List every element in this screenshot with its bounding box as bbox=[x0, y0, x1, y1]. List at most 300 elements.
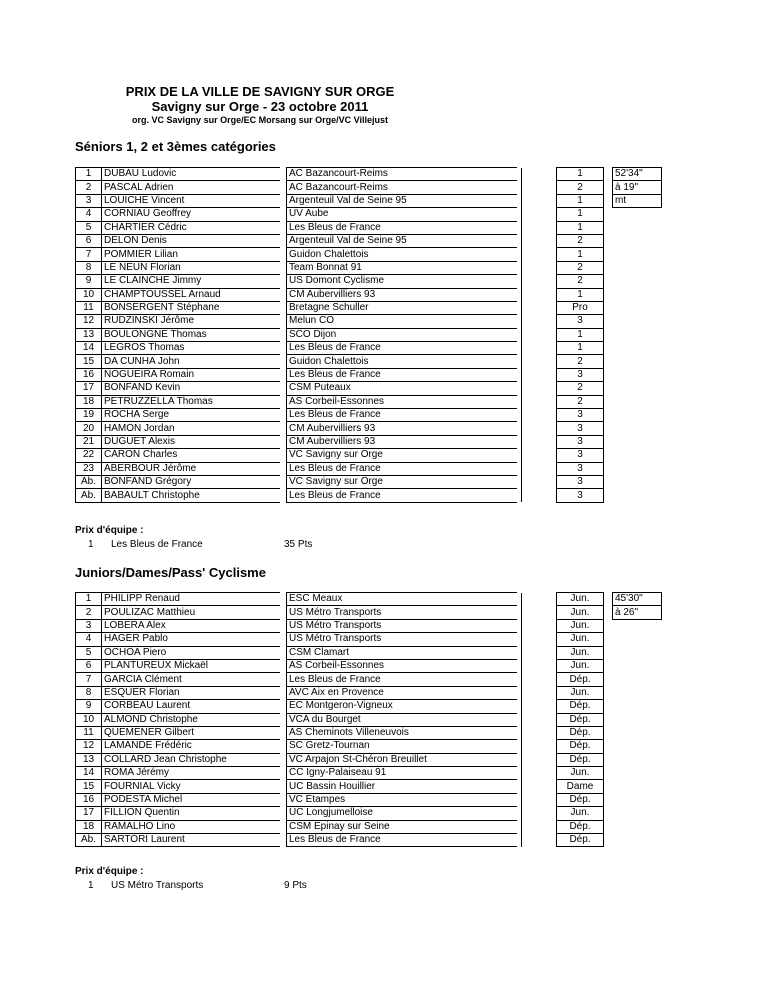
time-cell bbox=[613, 726, 662, 739]
results-table-seniors bbox=[75, 167, 662, 503]
rank-cell: 1 bbox=[76, 168, 102, 181]
category-cell: Jun. bbox=[557, 619, 604, 632]
table-row bbox=[76, 633, 662, 646]
time-cell: 45'30" bbox=[613, 593, 662, 606]
club-cell: US Métro Transports bbox=[287, 606, 518, 619]
category-cell: 1 bbox=[557, 208, 604, 221]
time-cell bbox=[613, 686, 662, 699]
table-row bbox=[76, 288, 662, 301]
spacer-cell bbox=[522, 619, 557, 632]
table-row bbox=[76, 462, 662, 475]
spacer-cell bbox=[604, 194, 613, 207]
table-row bbox=[76, 489, 662, 502]
rider-name-cell: POMMIER Lilian bbox=[102, 248, 281, 261]
rank-cell: 9 bbox=[76, 700, 102, 713]
table-row bbox=[76, 659, 662, 672]
time-cell bbox=[613, 740, 662, 753]
rank-cell: 18 bbox=[76, 820, 102, 833]
spacer-cell bbox=[522, 342, 557, 355]
rider-name-cell: PODESTA Michel bbox=[102, 793, 281, 806]
table-row bbox=[76, 181, 662, 194]
table-row bbox=[76, 435, 662, 448]
category-cell: 1 bbox=[557, 221, 604, 234]
category-cell: 3 bbox=[557, 409, 604, 422]
category-cell: Dép. bbox=[557, 793, 604, 806]
results-table-juniors bbox=[75, 592, 662, 847]
page-title: PRIX DE LA VILLE DE SAVIGNY SUR ORGE bbox=[125, 84, 395, 99]
rank-cell: 8 bbox=[76, 261, 102, 274]
club-cell: AC Bazancourt-Reims bbox=[287, 168, 518, 181]
rider-name-cell: PETRUZZELLA Thomas bbox=[102, 395, 281, 408]
category-cell: 3 bbox=[557, 422, 604, 435]
rider-name-cell: LE NEUN Florian bbox=[102, 261, 281, 274]
section-title-juniors: Juniors/Dames/Pass' Cyclisme bbox=[75, 565, 266, 580]
club-cell: Les Bleus de France bbox=[287, 342, 518, 355]
rider-name-cell: BABAULT Christophe bbox=[102, 489, 281, 502]
spacer-cell bbox=[522, 368, 557, 381]
team-prize-rank-juniors: 1 bbox=[88, 880, 94, 891]
rank-cell: 13 bbox=[76, 753, 102, 766]
spacer-cell bbox=[522, 713, 557, 726]
rider-name-cell: COLLARD Jean Christophe bbox=[102, 753, 281, 766]
spacer-cell bbox=[604, 342, 613, 355]
club-cell: Guidon Chalettois bbox=[287, 355, 518, 368]
table-row bbox=[76, 593, 662, 606]
time-cell bbox=[613, 301, 662, 314]
club-cell: Argenteuil Val de Seine 95 bbox=[287, 234, 518, 247]
rider-name-cell: QUEMENER Gilbert bbox=[102, 726, 281, 739]
rank-cell: Ab. bbox=[76, 834, 102, 847]
rider-name-cell: DELON Denis bbox=[102, 234, 281, 247]
category-cell: Dép. bbox=[557, 820, 604, 833]
category-cell: 3 bbox=[557, 489, 604, 502]
time-cell bbox=[613, 767, 662, 780]
rider-name-cell: ALMOND Christophe bbox=[102, 713, 281, 726]
club-cell: CSM Puteaux bbox=[287, 382, 518, 395]
table-row bbox=[76, 275, 662, 288]
spacer-cell bbox=[522, 646, 557, 659]
table-row bbox=[76, 713, 662, 726]
team-prize-rank-seniors: 1 bbox=[88, 539, 94, 550]
spacer-cell bbox=[522, 462, 557, 475]
table-row bbox=[76, 726, 662, 739]
spacer-cell bbox=[522, 409, 557, 422]
spacer-cell bbox=[604, 181, 613, 194]
rider-name-cell: DA CUNHA John bbox=[102, 355, 281, 368]
spacer-cell bbox=[522, 686, 557, 699]
rank-cell: 6 bbox=[76, 234, 102, 247]
rank-cell: 17 bbox=[76, 382, 102, 395]
time-cell bbox=[613, 275, 662, 288]
club-cell: US Métro Transports bbox=[287, 619, 518, 632]
category-cell: Dép. bbox=[557, 700, 604, 713]
category-cell: 1 bbox=[557, 248, 604, 261]
rank-cell: 3 bbox=[76, 619, 102, 632]
table-row bbox=[76, 767, 662, 780]
category-cell: 2 bbox=[557, 382, 604, 395]
category-cell: Dép. bbox=[557, 673, 604, 686]
rider-name-cell: GARCIA Clément bbox=[102, 673, 281, 686]
table-row bbox=[76, 807, 662, 820]
organizers-line: org. VC Savigny sur Orge/EC Morsang sur Orge/VC Villejust bbox=[132, 115, 388, 125]
spacer-cell bbox=[522, 820, 557, 833]
spacer-cell bbox=[522, 633, 557, 646]
time-cell bbox=[613, 462, 662, 475]
category-cell: 3 bbox=[557, 449, 604, 462]
time-cell bbox=[613, 780, 662, 793]
table-row bbox=[76, 328, 662, 341]
rider-name-cell: LEGROS Thomas bbox=[102, 342, 281, 355]
club-cell: UC Longjumelloise bbox=[287, 807, 518, 820]
spacer-cell bbox=[522, 234, 557, 247]
spacer-cell bbox=[522, 261, 557, 274]
team-prize-title-seniors: Prix d'équipe : bbox=[75, 525, 144, 536]
rider-name-cell: RUDZINSKI Jérôme bbox=[102, 315, 281, 328]
time-cell bbox=[613, 208, 662, 221]
spacer-cell bbox=[522, 355, 557, 368]
rider-name-cell: ROCHA Serge bbox=[102, 409, 281, 422]
club-cell: SCO Dijon bbox=[287, 328, 518, 341]
spacer-cell bbox=[604, 409, 613, 422]
table-row bbox=[76, 234, 662, 247]
category-cell: 1 bbox=[557, 288, 604, 301]
club-cell: Les Bleus de France bbox=[287, 673, 518, 686]
rank-cell: 14 bbox=[76, 767, 102, 780]
table-row bbox=[76, 315, 662, 328]
category-cell: Jun. bbox=[557, 606, 604, 619]
category-cell: 1 bbox=[557, 328, 604, 341]
spacer-cell bbox=[604, 275, 613, 288]
spacer-cell bbox=[522, 382, 557, 395]
time-cell bbox=[613, 261, 662, 274]
spacer-cell bbox=[604, 700, 613, 713]
spacer-cell bbox=[522, 422, 557, 435]
team-prize-points-juniors: 9 Pts bbox=[284, 880, 307, 891]
time-cell bbox=[613, 820, 662, 833]
spacer-cell bbox=[604, 593, 613, 606]
table-row bbox=[76, 355, 662, 368]
table-row bbox=[76, 395, 662, 408]
time-cell bbox=[613, 646, 662, 659]
spacer-cell bbox=[604, 659, 613, 672]
club-cell: Les Bleus de France bbox=[287, 834, 518, 847]
category-cell: Dép. bbox=[557, 834, 604, 847]
spacer-cell bbox=[604, 740, 613, 753]
team-prize-club-juniors: US Métro Transports bbox=[111, 880, 204, 891]
spacer-cell bbox=[522, 475, 557, 488]
club-cell: VC Savigny sur Orge bbox=[287, 449, 518, 462]
spacer-cell bbox=[604, 767, 613, 780]
rider-name-cell: OCHOA Piero bbox=[102, 646, 281, 659]
table-row bbox=[76, 686, 662, 699]
spacer-cell bbox=[522, 301, 557, 314]
club-cell: US Domont Cyclisme bbox=[287, 275, 518, 288]
category-cell: 2 bbox=[557, 261, 604, 274]
category-cell: 1 bbox=[557, 342, 604, 355]
spacer-cell bbox=[604, 633, 613, 646]
club-cell: CSM Epinay sur Seine bbox=[287, 820, 518, 833]
club-cell: Les Bleus de France bbox=[287, 409, 518, 422]
spacer-cell bbox=[604, 834, 613, 847]
time-cell bbox=[613, 753, 662, 766]
time-cell bbox=[613, 633, 662, 646]
time-cell bbox=[613, 713, 662, 726]
time-cell bbox=[613, 328, 662, 341]
category-cell: Jun. bbox=[557, 633, 604, 646]
team-prize-club-seniors: Les Bleus de France bbox=[111, 539, 203, 550]
spacer-cell bbox=[522, 673, 557, 686]
time-cell bbox=[613, 673, 662, 686]
time-cell bbox=[613, 342, 662, 355]
spacer-cell bbox=[604, 606, 613, 619]
table-row bbox=[76, 646, 662, 659]
club-cell: EC Montgeron-Vigneux bbox=[287, 700, 518, 713]
spacer-cell bbox=[604, 234, 613, 247]
rider-name-cell: LAMANDE Frédéric bbox=[102, 740, 281, 753]
spacer-cell bbox=[604, 301, 613, 314]
table-row bbox=[76, 700, 662, 713]
rank-cell: 10 bbox=[76, 713, 102, 726]
team-prize-points-seniors: 35 Pts bbox=[284, 539, 313, 550]
rider-name-cell: CARON Charles bbox=[102, 449, 281, 462]
table-row bbox=[76, 475, 662, 488]
rider-name-cell: DUGUET Alexis bbox=[102, 435, 281, 448]
club-cell: VC Savigny sur Orge bbox=[287, 475, 518, 488]
spacer-cell bbox=[604, 355, 613, 368]
category-cell: Dép. bbox=[557, 713, 604, 726]
category-cell: Pro bbox=[557, 301, 604, 314]
category-cell: 1 bbox=[557, 168, 604, 181]
rank-cell: 14 bbox=[76, 342, 102, 355]
spacer-cell bbox=[604, 315, 613, 328]
rank-cell: 3 bbox=[76, 194, 102, 207]
time-cell bbox=[613, 807, 662, 820]
time-cell bbox=[613, 489, 662, 502]
rider-name-cell: PHILIPP Renaud bbox=[102, 593, 281, 606]
time-cell bbox=[613, 700, 662, 713]
spacer-cell bbox=[604, 395, 613, 408]
spacer-cell bbox=[604, 328, 613, 341]
spacer-cell bbox=[522, 659, 557, 672]
spacer-cell bbox=[522, 700, 557, 713]
spacer-cell bbox=[604, 807, 613, 820]
rider-name-cell: BONSERGENT Stéphane bbox=[102, 301, 281, 314]
table-row bbox=[76, 740, 662, 753]
category-cell: 3 bbox=[557, 475, 604, 488]
category-cell: 2 bbox=[557, 275, 604, 288]
rider-name-cell: SARTORI Laurent bbox=[102, 834, 281, 847]
club-cell: Les Bleus de France bbox=[287, 489, 518, 502]
table-row bbox=[76, 368, 662, 381]
time-cell: à 19" bbox=[613, 181, 662, 194]
table-row bbox=[76, 248, 662, 261]
table-row bbox=[76, 820, 662, 833]
spacer-cell bbox=[522, 435, 557, 448]
category-cell: Jun. bbox=[557, 807, 604, 820]
club-cell: CSM Clamart bbox=[287, 646, 518, 659]
spacer-cell bbox=[604, 422, 613, 435]
rider-name-cell: PASCAL Adrien bbox=[102, 181, 281, 194]
category-cell: 3 bbox=[557, 315, 604, 328]
spacer-cell bbox=[522, 275, 557, 288]
spacer-cell bbox=[522, 449, 557, 462]
spacer-cell bbox=[522, 181, 557, 194]
rider-name-cell: BONFAND Grégory bbox=[102, 475, 281, 488]
table-row bbox=[76, 342, 662, 355]
section-title-seniors: Séniors 1, 2 et 3èmes catégories bbox=[75, 139, 276, 154]
spacer-cell bbox=[522, 807, 557, 820]
rider-name-cell: CORNIAU Geoffrey bbox=[102, 208, 281, 221]
rank-cell: 23 bbox=[76, 462, 102, 475]
rank-cell: 12 bbox=[76, 315, 102, 328]
spacer-cell bbox=[604, 686, 613, 699]
table-row bbox=[76, 422, 662, 435]
club-cell: CM Aubervilliers 93 bbox=[287, 422, 518, 435]
time-cell bbox=[613, 449, 662, 462]
spacer-cell bbox=[604, 646, 613, 659]
club-cell: Bretagne Schuller bbox=[287, 301, 518, 314]
spacer-cell bbox=[604, 793, 613, 806]
club-cell: CM Aubervilliers 93 bbox=[287, 435, 518, 448]
rider-name-cell: CHARTIER Cédric bbox=[102, 221, 281, 234]
rank-cell: 2 bbox=[76, 606, 102, 619]
rank-cell: 17 bbox=[76, 807, 102, 820]
time-cell: à 26" bbox=[613, 606, 662, 619]
club-cell: US Métro Transports bbox=[287, 633, 518, 646]
rider-name-cell: BOULONGNE Thomas bbox=[102, 328, 281, 341]
club-cell: AS Cheminots Villeneuvois bbox=[287, 726, 518, 739]
table-row bbox=[76, 221, 662, 234]
club-cell: Guidon Chalettois bbox=[287, 248, 518, 261]
spacer-cell bbox=[604, 780, 613, 793]
table-row bbox=[76, 208, 662, 221]
rank-cell: 19 bbox=[76, 409, 102, 422]
category-cell: Jun. bbox=[557, 659, 604, 672]
spacer-cell bbox=[522, 315, 557, 328]
spacer-cell bbox=[604, 475, 613, 488]
spacer-cell bbox=[604, 435, 613, 448]
time-cell bbox=[613, 793, 662, 806]
spacer-cell bbox=[522, 793, 557, 806]
time-cell bbox=[613, 315, 662, 328]
rider-name-cell: HAMON Jordan bbox=[102, 422, 281, 435]
spacer-cell bbox=[522, 288, 557, 301]
team-prize-title-juniors: Prix d'équipe : bbox=[75, 866, 144, 877]
rank-cell: 9 bbox=[76, 275, 102, 288]
rank-cell: 15 bbox=[76, 355, 102, 368]
table-row bbox=[76, 619, 662, 632]
time-cell bbox=[613, 395, 662, 408]
spacer-cell bbox=[604, 208, 613, 221]
rank-cell: 21 bbox=[76, 435, 102, 448]
rider-name-cell: ROMA Jérémy bbox=[102, 767, 281, 780]
spacer-cell bbox=[522, 221, 557, 234]
club-cell: Les Bleus de France bbox=[287, 462, 518, 475]
category-cell: Jun. bbox=[557, 686, 604, 699]
spacer-cell bbox=[604, 221, 613, 234]
rider-name-cell: DUBAU Ludovic bbox=[102, 168, 281, 181]
club-cell: VCA du Bourget bbox=[287, 713, 518, 726]
club-cell: AC Bazancourt-Reims bbox=[287, 181, 518, 194]
rank-cell: 5 bbox=[76, 646, 102, 659]
spacer-cell bbox=[522, 767, 557, 780]
rank-cell: 15 bbox=[76, 780, 102, 793]
spacer-cell bbox=[604, 449, 613, 462]
spacer-cell bbox=[522, 834, 557, 847]
page-subtitle: Savigny sur Orge - 23 octobre 2011 bbox=[151, 99, 369, 114]
club-cell: VC Arpajon St-Chéron Breuillet bbox=[287, 753, 518, 766]
rider-name-cell: HAGER Pablo bbox=[102, 633, 281, 646]
club-cell: UC Bassin Houillier bbox=[287, 780, 518, 793]
table-row bbox=[76, 606, 662, 619]
rider-name-cell: ESQUER Florian bbox=[102, 686, 281, 699]
category-cell: Jun. bbox=[557, 593, 604, 606]
category-cell: Dame bbox=[557, 780, 604, 793]
rank-cell: 12 bbox=[76, 740, 102, 753]
category-cell: Dép. bbox=[557, 740, 604, 753]
club-cell: SC Gretz-Tournan bbox=[287, 740, 518, 753]
spacer-cell bbox=[604, 820, 613, 833]
table-row bbox=[76, 449, 662, 462]
club-cell: CC Igny-Palaiseau 91 bbox=[287, 767, 518, 780]
table-row bbox=[76, 753, 662, 766]
rank-cell: 7 bbox=[76, 248, 102, 261]
rider-name-cell: LE CLAINCHE Jimmy bbox=[102, 275, 281, 288]
time-cell bbox=[613, 435, 662, 448]
rider-name-cell: NOGUEIRA Romain bbox=[102, 368, 281, 381]
spacer-cell bbox=[604, 382, 613, 395]
table-row bbox=[76, 673, 662, 686]
table-row bbox=[76, 834, 662, 847]
spacer-cell bbox=[522, 726, 557, 739]
spacer-cell bbox=[522, 740, 557, 753]
time-cell bbox=[613, 619, 662, 632]
rider-name-cell: LOUICHE Vincent bbox=[102, 194, 281, 207]
time-cell bbox=[613, 234, 662, 247]
rank-cell: 10 bbox=[76, 288, 102, 301]
rank-cell: 13 bbox=[76, 328, 102, 341]
spacer-cell bbox=[522, 248, 557, 261]
rider-name-cell: PLANTUREUX Mickaël bbox=[102, 659, 281, 672]
table-row bbox=[76, 168, 662, 181]
spacer-cell bbox=[522, 395, 557, 408]
rank-cell: 8 bbox=[76, 686, 102, 699]
table-row bbox=[76, 261, 662, 274]
time-cell bbox=[613, 221, 662, 234]
time-cell bbox=[613, 355, 662, 368]
spacer-cell bbox=[522, 606, 557, 619]
category-cell: 3 bbox=[557, 368, 604, 381]
table-row bbox=[76, 194, 662, 207]
spacer-cell bbox=[604, 619, 613, 632]
rank-cell: 22 bbox=[76, 449, 102, 462]
rider-name-cell: CORBEAU Laurent bbox=[102, 700, 281, 713]
table-row bbox=[76, 793, 662, 806]
club-cell: UV Aube bbox=[287, 208, 518, 221]
time-cell: 52'34" bbox=[613, 168, 662, 181]
rider-name-cell: CHAMPTOUSSEL Arnaud bbox=[102, 288, 281, 301]
spacer-cell bbox=[604, 288, 613, 301]
club-cell: Les Bleus de France bbox=[287, 368, 518, 381]
spacer-cell bbox=[604, 462, 613, 475]
category-cell: 2 bbox=[557, 395, 604, 408]
table-row bbox=[76, 301, 662, 314]
rider-name-cell: LOBERA Alex bbox=[102, 619, 281, 632]
table-row bbox=[76, 409, 662, 422]
club-cell: Melun CO bbox=[287, 315, 518, 328]
spacer-cell bbox=[604, 261, 613, 274]
club-cell: Les Bleus de France bbox=[287, 221, 518, 234]
